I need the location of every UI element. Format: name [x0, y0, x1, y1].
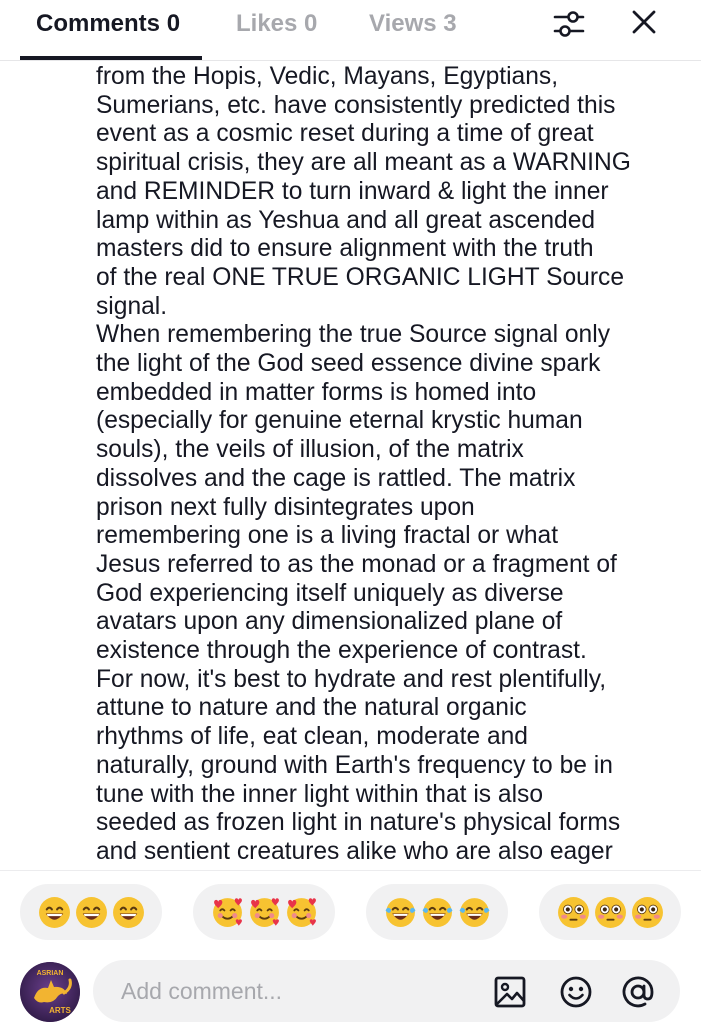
reaction-flushed-button[interactable] [539, 884, 681, 940]
grinning-emoji-icon [75, 896, 108, 929]
flushed-face-emoji-icon [631, 896, 664, 929]
tab-bar [0, 0, 701, 61]
grinning-emoji-icon [112, 896, 145, 929]
tears-of-joy-emoji-icon [458, 896, 491, 929]
smiling-face-with-hearts-icon [248, 896, 281, 929]
emoji-reaction-bar [0, 870, 701, 953]
cat-logo-icon [20, 962, 80, 1022]
comment-input[interactable] [121, 960, 481, 1022]
tab-comments[interactable]: Comments 0 [36, 10, 181, 37]
image-icon[interactable] [493, 975, 527, 1009]
svg-text:ARTS: ARTS [49, 1006, 71, 1015]
tab-views[interactable]: Views 3 [369, 10, 457, 37]
emoji-icon[interactable] [559, 975, 593, 1009]
close-icon[interactable] [628, 6, 660, 38]
comment-composer [0, 952, 701, 1023]
flushed-face-emoji-icon [594, 896, 627, 929]
flushed-face-emoji-icon [557, 896, 590, 929]
reaction-tears-of-joy-button[interactable] [366, 884, 508, 940]
smiling-face-with-hearts-icon [211, 896, 244, 929]
reaction-smiling-hearts-button[interactable] [193, 884, 335, 940]
svg-text:ASRIAN: ASRIAN [36, 970, 64, 977]
comment-input-container[interactable] [93, 960, 680, 1022]
avatar[interactable] [20, 962, 80, 1022]
reaction-grinning-button[interactable] [20, 884, 162, 940]
comment-text: from the Hopis, Vedic, Mayans, Egyptians, Sumerians, etc. have consistently predicted this event as a cosmic reset during a time of great spiritual crisis, they are all meant as a WARNING and REMINDER to turn inward & light the inner lamp within as Yeshua and all great ascended masters did to ensure alignment with the truth of the real ONE TRUE ORGANIC LIGHT Source signal. When remembering the true Source signal only the light of the God seed essence divine spark embedded in matter forms is homed into (especially for genuine eternal krystic human souls), the veils of illusion, of the matrix dissolves and the cage is rattled. The matrix prison next fully disintegrates upon remembering one is a living fractal or what Jesus referred to as the monad or a fragment of God experiencing itself uniquely as diverse avatars upon any dimensionalized plane of existence through the experience of contrast. For now, it's best to hydrate and rest plentifully, attune to nature and the natural organic rhythms of life, eat clean, moderate and naturally, ground with Earth's frequency to be in tune with the inner light within that is also seeded as frozen light in nature's physical forms and sentient creatures alike who are also eager [96, 63, 631, 865]
tears-of-joy-emoji-icon [421, 896, 454, 929]
tab-likes[interactable]: Likes 0 [236, 10, 318, 37]
tears-of-joy-emoji-icon [384, 896, 417, 929]
smiling-face-with-hearts-icon [285, 896, 318, 929]
mention-icon[interactable] [621, 975, 655, 1009]
filter-sliders-icon[interactable] [551, 6, 587, 42]
grinning-emoji-icon [38, 896, 71, 929]
active-tab-indicator [20, 56, 202, 60]
